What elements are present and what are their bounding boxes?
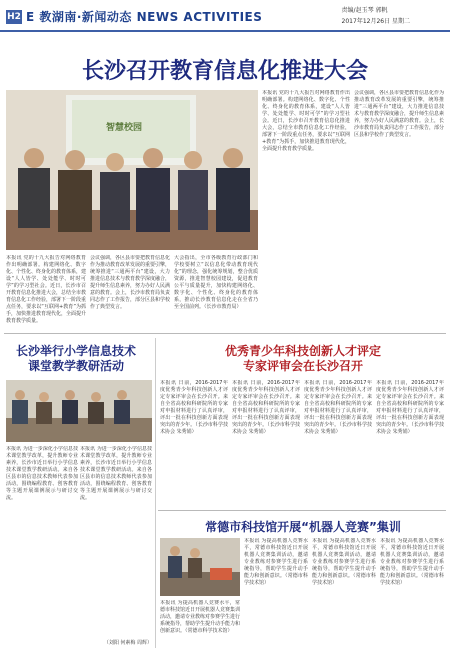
story3-headline-l1: 优秀青少年科技创新人才评定 [224,344,381,358]
story2-headline-l1: 长沙举行小学信息技术 [15,344,136,358]
masthead-meta [342,5,410,27]
main-headline: 长沙召开教育信息化推进大会 [81,59,368,84]
date-line: 2017年12月26日 星期二 [341,18,410,25]
story4-body-a: 本报讯 为提高机器人竞赛水平，常德市科技馆近日开展机器人竞赛集训活动，邀请专业教练对参赛学生进行系统指导，帮助学生提升动手能力和创新意识。（常德市科学技术馆） [160,600,240,634]
masthead [0,0,450,36]
classroom-image [6,380,152,442]
story4-body-d: 本报讯 为提高机器人竞赛水平，常德市科技馆近日开展机器人竞赛集训活动，邀请专业教练对参赛学生进行系统指导，帮助学生提升动手能力和创新意识。（常德市科学技术馆） [380,538,444,586]
main-body-mid: 会议强调，各区县市要把教育信息化作为推动教育改革发展的重要引擎，统筹推进“三通两平台”建设，大力推进信息技术与教育教学深度融合，提升师生信息素养，努力办好人民满意的教育。会上，长沙市教育局负责同志作了工作报告，部分区县和学校作了典型发言。 [90,255,170,310]
section-title: E 教湖南·新闻动态 NEWS ACTIVITIES [26,10,263,24]
story4-body-b: 本报讯 为提高机器人竞赛水平，常德市科技馆近日开展机器人竞赛集训活动，邀请专业教练对参赛学生进行系统指导，帮助学生提升动手能力和创新意识。（常德市科学技术馆） [244,538,308,586]
story2-headline [0,344,152,374]
story3-body-d: 本报讯 日前，2016-2017年度优秀青少年科技创新人才评定专家评审会在长沙召开。来自全省高校和科研院所的专家对申报材料进行了认真评审，评出一批在科技创新方面表现突出的青少年。（长沙市科学技术协会 朱秀娟） [376,380,444,435]
main-body-col5: 会议强调，各区县市要把教育信息化作为推动教育改革发展的重要引擎，统筹推进“三通两平台”建设，大力推进信息技术与教育教学深度融合，提升师生信息素养，努力办好人民满意的教育。会上，长沙市教育局负责同志作了工作报告，部分区县和学校作了典型发言。 [354,90,444,138]
page-tag: H2 [7,12,21,22]
story2-photo [6,380,152,442]
story3-body-c: 本报讯 日前，2016-2017年度优秀青少年科技创新人才评定专家评审会在长沙召开。来自全省高校和科研院所的专家对申报材料进行了认真评审，评出一批在科技创新方面表现突出的青少年。（长沙市科学技术协会 朱秀娟） [304,380,372,435]
story2-author: （刘阳 何素梅 周辉） [103,640,152,646]
story3-headline-l2: 专家评审会在长沙召开 [242,359,363,373]
story2-headline-l2: 课堂教学教研活动 [27,359,124,373]
story3-headline [160,344,446,374]
story2-body-b: 本报讯 为进一步深化小学信息技术课堂教学改革，提升教师专业素养，长沙市近日举行小学信息技术课堂教学教研活动。来自各区县市的信息技术教师代表参加活动，围绕编程教育、创客教育等主题开展课例展示与研讨交流。 [80,446,152,501]
main-body-col4: 本报讯 党的十九大报告对网络教育作出明确部署。构建网络化、数字化、个性化、终身化的教育体系，建设“人人皆学、处处能学、时时可学”的学习型社会。近日，长沙市召开教育信息化推进大会，总结全市教育信息化工作经验，部署下一阶段重点任务，要求以“互联网+教育”为抓手，加快推进教育现代化，全面提升教育教学质量。 [262,90,350,152]
main-body-left: 本报讯 党的十九大报告对网络教育作出明确部署。构建网络化、数字化、个性化、终身化的教育体系，建设“人人皆学、处处能学、时时可学”的学习型社会。近日，长沙市召开教育信息化推进大会，总结全市教育信息化工作经验，部署下一阶段重点任务，要求以“互联网+教育”为抓手，加快推进教育现代化，全面提升教育教学质量。 [6,255,86,324]
story4-headline: 常德市科技馆开展“机器人竞赛”集训 [205,520,401,534]
story2-body-a: 本报讯 为进一步深化小学信息技术课堂教学改革，提升教师专业素养，长沙市近日举行小学信息技术课堂教学教研活动。来自各区县市的信息技术教师代表参加活动，围绕编程教育、创客教育等主题开展课例展示与研讨交流。 [6,446,78,501]
story4-photo [160,538,240,596]
column-divider [155,338,156,648]
story4-body-c: 本报讯 为提高机器人竞赛水平，常德市科技馆近日开展机器人竞赛集训活动，邀请专业教练对参赛学生进行系统指导，帮助学生提升动手能力和创新意识。（常德市科学技术馆） [312,538,376,586]
main-body-mid2: 大会指出，全市各级教育行政部门和学校要树立“以信息化带动教育现代化”的理念，强化统筹规划，整合优质资源，推进智慧校园建设，促进教育公平与质量提升，加快构建网络化、数字化、个性化、终身化的教育体系，推动长沙教育信息化走在全省乃至全国前列。（长沙市教育局） [174,255,258,310]
editor-line: 责编/赵玉琴 郭帆 [341,7,388,14]
story-divider [158,510,446,511]
conference-scene-image [6,90,258,250]
robot-training-image [160,538,240,596]
screen-caption: 智慧校园 [106,123,143,133]
story3-body-b: 本报讯 日前，2016-2017年度优秀青少年科技创新人才评定专家评审会在长沙召开。来自全省高校和科研院所的专家对申报材料进行了认真评审，评出一批在科技创新方面表现突出的青少年。（长沙市科学技术协会 朱秀娟） [232,380,300,435]
story3-body-a: 本报讯 日前，2016-2017年度优秀青少年科技创新人才评定专家评审会在长沙召开。来自全省高校和科研院所的专家对申报材料进行了认真评审，评出一批在科技创新方面表现突出的青少年。（长沙市科学技术协会 朱秀娟） [160,380,228,435]
main-photo [6,90,258,250]
masthead-rule [0,30,450,32]
section-divider [4,333,446,334]
